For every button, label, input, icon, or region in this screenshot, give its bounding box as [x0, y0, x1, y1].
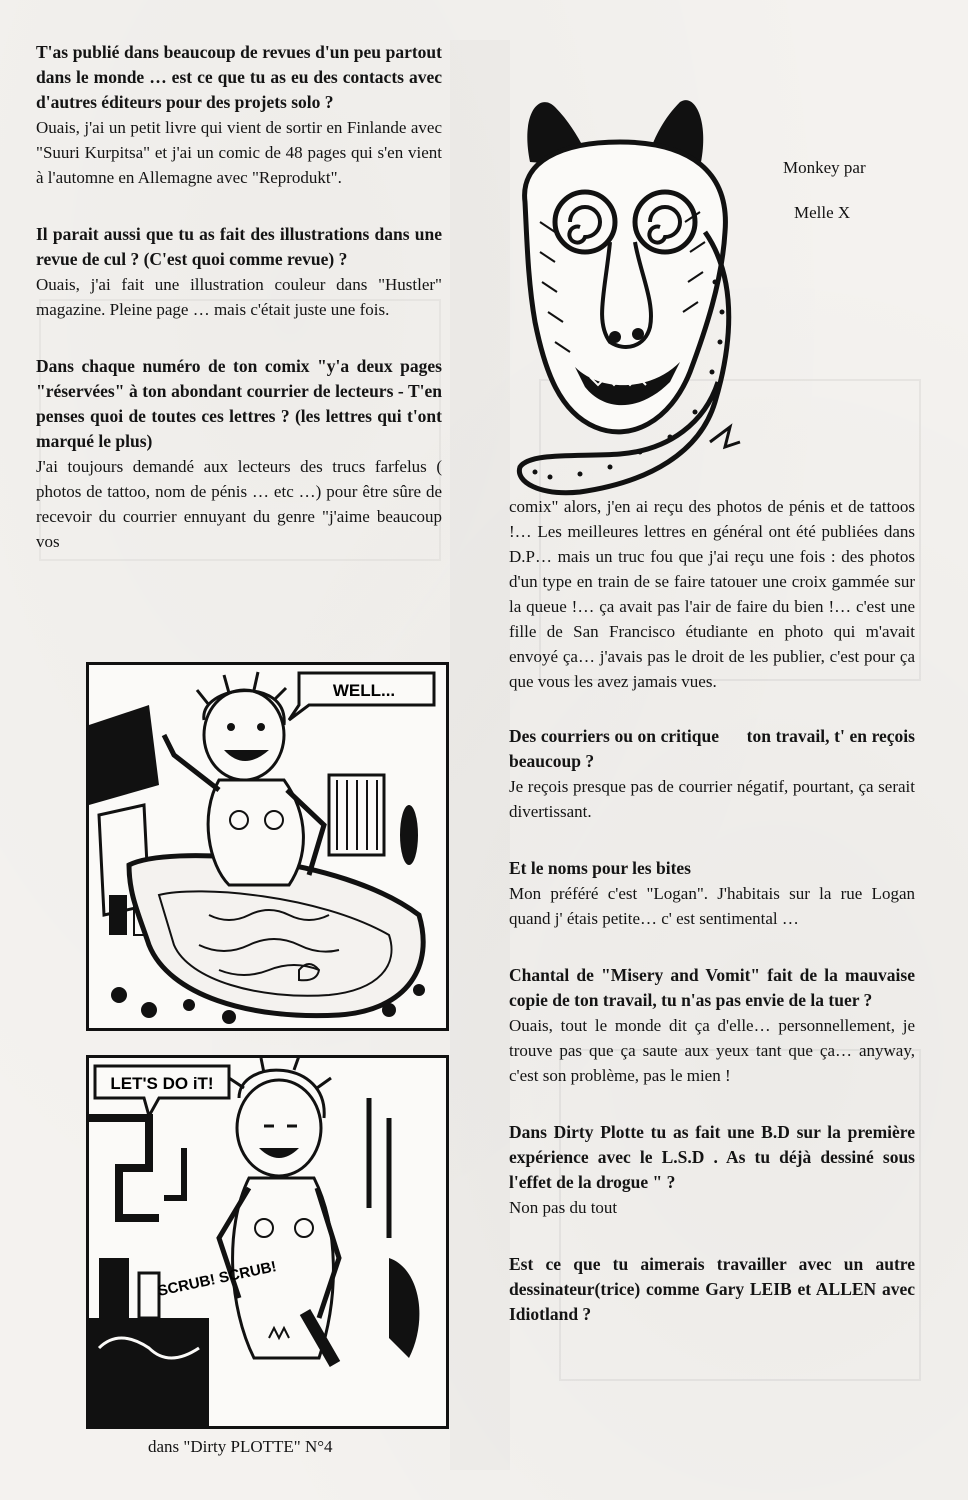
answer-text: J'ai toujours demandé aux lecteurs des trucs farfelus ( photos de tattoo, nom de pénis … etc …) pour être sûre de recevoir du courrier ennuyant du genre "j'aime beaucoup vos [36, 457, 442, 551]
question-text: T'as publié dans beaucoup de revues d'un peu partout dans le monde … est ce que tu as eu des contacts avec d'autres éditeurs pour des projets solo ? [36, 42, 442, 112]
sound-effect-text: SCRUB! SCRUB! [156, 1258, 279, 1300]
answer-text: Mon préféré c'est "Logan". J'habitais sur la rue Logan quand j' étais petite… c' est sentimental … [509, 884, 915, 928]
answer-text: Ouais, j'ai fait une illustration couleur dans "Hustler" magazine. Pleine page … mais c'était juste une fois. [36, 275, 442, 319]
qa-block [509, 724, 920, 824]
qa-block [36, 222, 442, 322]
answer-continuation: comix" alors, j'en ai reçu des photos de pénis et de tattoos !… Les meilleures lettres en général ont été publiées dans D.P… mais un truc fou que j'ai reçu une fois : des photos d'un type en train de se faire tatouer une croix gammée sur la queue !… ça avait pas l'air de faire du bien !… c'est une fille de San Francisco étudiante en photo qui m'avait envoyé ça… j'avais pas le droit de les publier, c'est pour ça que vous les avez jamais vues. [509, 497, 915, 691]
left-column [36, 40, 442, 580]
qa-block [509, 963, 915, 1088]
bath-scene-drawing [89, 665, 446, 1028]
scrub-scene-drawing [89, 1058, 446, 1426]
comic-panel-bath-1 [86, 662, 449, 1031]
qa-block [509, 856, 915, 931]
speech-balloon-text: WELL... [332, 681, 396, 700]
qa-block [36, 354, 442, 554]
answer-text: Non pas du tout [509, 1198, 618, 1217]
illustration-credit-line-2: Melle X [794, 203, 851, 222]
answer-text: Ouais, tout le monde dit ça d'elle… personnellement, je trouve pas que ça saute aux yeux tant que ça… anyway, c'est son problème, pas le mien ! [509, 1016, 915, 1085]
qa-block [509, 1120, 915, 1220]
answer-text: Ouais, j'ai un petit livre qui vient de sortir en Finlande avec "Suuri Kurpitsa" et j'ai un comic de 48 pages qui s'en vient à l'automne en Allemagne avec "Reprodukt". [36, 118, 442, 187]
question-text: Est ce que tu aimerais travailler avec un autre dessinateur(trice) comme Gary LEIB et ALLEN avec Idiotland ? [509, 1254, 915, 1324]
right-column [509, 494, 920, 1353]
question-text: Il parait aussi que tu as fait des illustrations dans une revue de cul ? (C'est quoi comme revue) ? [36, 224, 442, 269]
answer-text: Je reçois presque pas de courrier négatif, pourtant, ça serait divertissant. [509, 777, 915, 821]
question-text: Et le noms pour les bites [509, 858, 691, 878]
question-text: Dans Dirty Plotte tu as fait une B.D sur la première expérience avec le L.S.D . As tu déjà dessiné sous l'effet de la drogue " ? [509, 1122, 915, 1192]
qa-block [509, 1252, 915, 1327]
monkey-mask-illustration [500, 82, 755, 502]
question-text: Des courriers ou on critique ton travail, t' en reçois beaucoup ? [509, 726, 920, 771]
question-text: Chantal de "Misery and Vomit" fait de la mauvaise copie de ton travail, tu n'as pas envie de la tuer ? [509, 965, 915, 1010]
comic-caption: dans "Dirty PLOTTE" N°4 [148, 1437, 333, 1456]
illustration-credit-line-1: Monkey par [783, 158, 866, 177]
qa-block [36, 40, 442, 190]
comic-panel-bath-2 [86, 1055, 449, 1429]
question-text: Dans chaque numéro de ton comix "y'a deux pages "réservées" à ton abondant courrier de lecteurs - T'en penses quoi de toutes ces lettres ? (les lettres qui t'ont marqué le plus) [36, 356, 442, 451]
speech-balloon-text: LET'S DO iT! [110, 1074, 214, 1093]
